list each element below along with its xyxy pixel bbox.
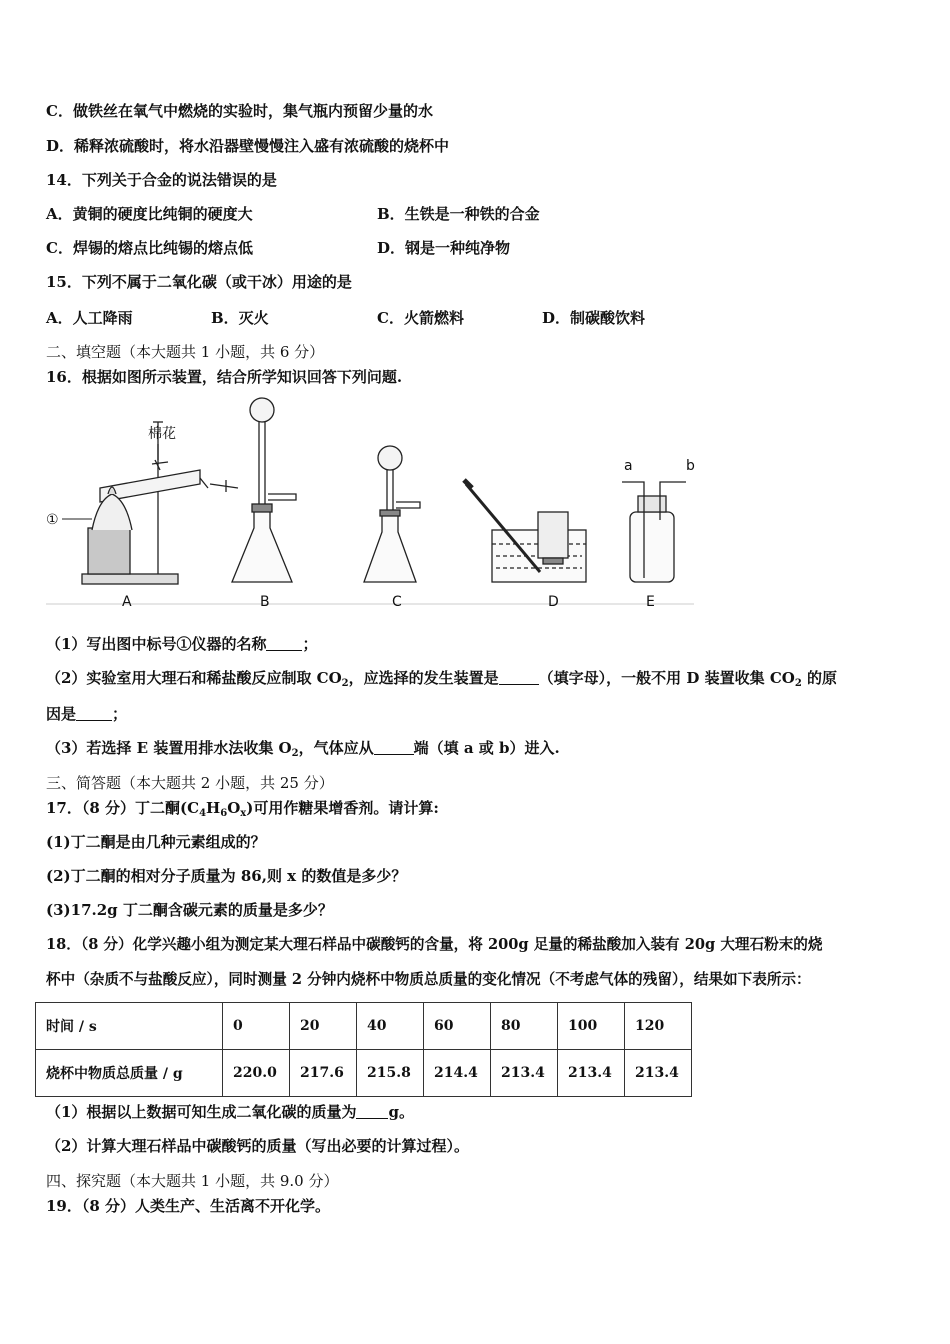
table-cell: 80: [491, 1003, 558, 1050]
q15-option-a: A．人工降雨: [46, 309, 133, 327]
answer-blank: [374, 740, 414, 755]
section-4-heading: 四、探究题（本大题共 1 小题，共 9.0 分）: [46, 1172, 339, 1190]
q14-option-d: D．钢是一种纯净物: [377, 239, 511, 257]
q16-part-3: （3）若选择 E 装置用排水法收集 $O_2$，气体应从 端（填 a 或 b）进入.: [46, 739, 560, 759]
label-b: B: [260, 594, 270, 610]
mass-data-table: [35, 1002, 692, 1097]
q16-stem: 16．根据如图所示装置，结合所学知识回答下列问题.: [46, 368, 403, 386]
answer-blank: [356, 1104, 388, 1119]
row-header-time: 时间 / s: [36, 1003, 223, 1050]
apparatus-a: [82, 422, 238, 584]
label-a: A: [122, 594, 132, 610]
table-cell: 60: [424, 1003, 491, 1050]
q13-option-c: C．做铁丝在氧气中燃烧的实验时，集气瓶内预留少量的水: [46, 102, 433, 120]
q16-part-1: （1）写出图中标号①仪器的名称 ；: [46, 635, 318, 653]
answer-blank: [266, 636, 302, 651]
answer-blank: [76, 706, 112, 721]
table-cell: 213.4: [558, 1050, 625, 1097]
row-header-mass: 烧杯中物质总质量 / g: [36, 1050, 223, 1097]
table-row: [36, 1003, 692, 1050]
q16-part-2-cont: 因是 ；: [46, 705, 128, 723]
q14-stem: 14．下列关于合金的说法错误的是: [46, 171, 277, 189]
table-cell: 217.6: [290, 1050, 357, 1097]
label-c: C: [392, 594, 402, 610]
apparatus-b: [232, 398, 296, 582]
q16-part-2: （2）实验室用大理石和稀盐酸反应制取 $CO_2$，应选择的发生装置是 （填字母），一般不用 D 装置收集 $CO_2$ 的原: [46, 669, 838, 689]
apparatus-c: [364, 446, 420, 582]
q14-option-b: B．生铁是一种铁的合金: [377, 205, 540, 223]
table-row: [36, 1050, 692, 1097]
q15-option-d: D．制碳酸饮料: [542, 309, 646, 327]
q19-stem: 19．（8 分）人类生产、生活离不开化学。: [46, 1197, 331, 1215]
table-cell: 40: [357, 1003, 424, 1050]
label-d: D: [548, 594, 559, 610]
table-cell: 215.8: [357, 1050, 424, 1097]
table-cell: 20: [290, 1003, 357, 1050]
q14-option-a: A．黄铜的硬度比纯铜的硬度大: [46, 205, 253, 223]
apparatus-e: [622, 482, 686, 582]
table-cell: 214.4: [424, 1050, 491, 1097]
section-3-heading: 三、简答题（本大题共 2 小题，共 25 分）: [46, 774, 334, 792]
q17-part-1: (1)丁二酮是由几种元素组成的？: [46, 833, 266, 851]
table-cell: 220.0: [223, 1050, 290, 1097]
table-cell: 0: [223, 1003, 290, 1050]
q15-option-c: C．火箭燃料: [377, 309, 464, 327]
marker-1-label: ①: [46, 512, 59, 528]
q18-stem-line-1: 18．（8 分）化学兴趣小组为测定某大理石样品中碳酸钙的含量，将 200g 足量的稀盐酸加入装有 20g 大理石粉末的烧: [46, 936, 823, 953]
table-cell: 120: [625, 1003, 692, 1050]
table-cell: 100: [558, 1003, 625, 1050]
q13-option-d: D．稀释浓硫酸时，将水沿器壁慢慢注入盛有浓硫酸的烧杯中: [46, 137, 450, 155]
port-b-label: b: [686, 458, 695, 474]
q17-part-3: (3)17.2g 丁二酮含碳元素的质量是多少？: [46, 901, 333, 919]
q18-part-2: （2）计算大理石样品中碳酸钙的质量（写出必要的计算过程）。: [46, 1137, 469, 1155]
cotton-label: 棉花: [148, 426, 176, 442]
apparatus-d: [464, 480, 586, 582]
label-e: E: [646, 594, 655, 610]
q18-part-1: （1）根据以上数据可知生成二氧化碳的质量为 g。: [46, 1103, 414, 1121]
apparatus-figure: [40, 392, 700, 614]
table-cell: 213.4: [491, 1050, 558, 1097]
q17-part-2: (2)丁二酮的相对分子质量为 86,则 x 的数值是多少？: [46, 867, 407, 885]
table-cell: 213.4: [625, 1050, 692, 1097]
port-a-label: a: [624, 458, 633, 474]
q18-stem-line-2: 杯中（杂质不与盐酸反应），同时测量 2 分钟内烧杯中物质总质量的变化情况（不考虑气体的残留），结果如下表所示：: [46, 971, 811, 988]
q14-option-c: C．焊锡的熔点比纯锡的熔点低: [46, 239, 253, 257]
q17-stem: 17．（8 分）丁二酮$(C_4H_6O_x)$可用作糖果增香剂。请计算:: [46, 799, 439, 819]
q15-option-b: B．灭火: [211, 309, 269, 327]
answer-blank: [499, 670, 539, 685]
section-2-heading: 二、填空题（本大题共 1 小题，共 6 分）: [46, 343, 325, 361]
q15-stem: 15．下列不属于二氧化碳（或干冰）用途的是: [46, 273, 352, 291]
